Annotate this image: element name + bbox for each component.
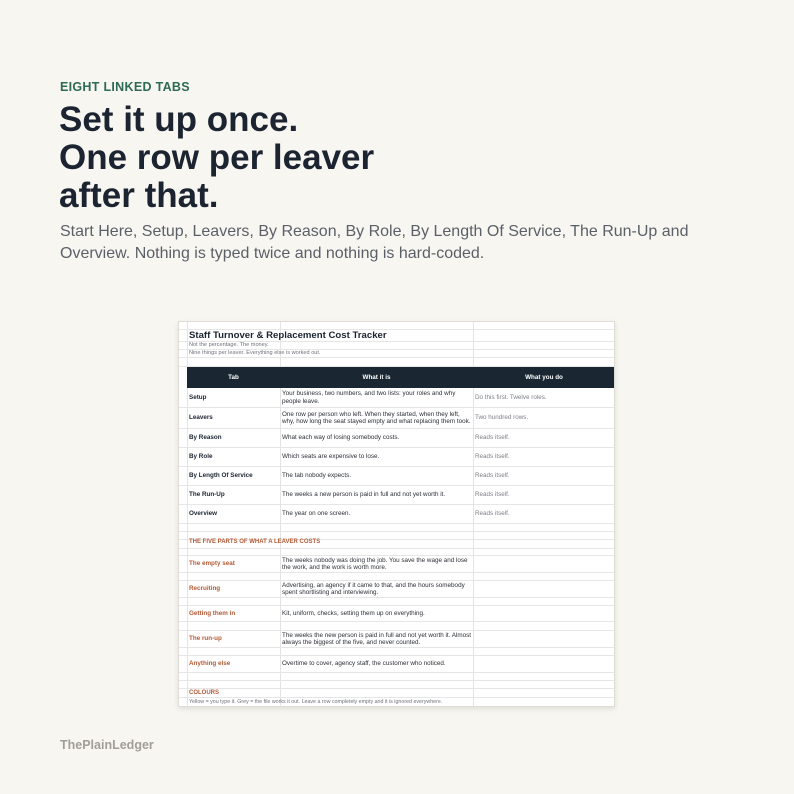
table-row	[179, 556, 615, 573]
headline-line-1: Set it up once.	[59, 100, 299, 139]
tab-action: Do this first. Twelve roles.	[475, 393, 547, 401]
tab-description: What each way of losing somebody costs.	[282, 434, 400, 442]
tab-description: The weeks a new person is paid in full and not yet worth it.	[282, 491, 446, 499]
table-row	[179, 448, 615, 467]
table-row	[179, 505, 615, 524]
table-row	[179, 581, 615, 598]
tab-action: Reads itself.	[475, 491, 510, 499]
headline-line-2: One row per leaver	[59, 138, 375, 177]
tab-name: The Run-Up	[189, 491, 225, 499]
table-row	[179, 408, 615, 429]
grid-row	[179, 673, 615, 681]
grid-row	[179, 622, 615, 631]
tab-action: Reads itself.	[475, 453, 510, 461]
grid-row	[179, 689, 615, 698]
table-header	[187, 367, 615, 388]
grid-row	[179, 524, 615, 532]
tab-action: Reads itself.	[475, 434, 510, 442]
cost-part-name: Anything else	[189, 660, 231, 668]
colours-legend: Yellow = you type it. Grey = the file works it out. Leave a row completely empty and it is ignored everywhere.	[189, 699, 443, 705]
cost-part-description: The weeks the new person is paid in full and not yet worth it. Almost always the biggest of the five, and never counted.	[282, 631, 472, 646]
colours-section-title: COLOURS	[189, 690, 219, 696]
tab-name: By Length Of Service	[189, 472, 253, 480]
tab-name: Leavers	[189, 414, 213, 422]
grid-row	[179, 358, 615, 367]
tab-name: By Role	[189, 453, 213, 461]
grid-row	[179, 322, 615, 330]
grid-row	[179, 598, 615, 606]
table-row	[179, 429, 615, 448]
grid-row	[179, 648, 615, 656]
cost-part-name: The run-up	[189, 635, 222, 643]
sheet-tagline: Not the percentage. The money.	[189, 342, 269, 348]
spreadsheet-preview	[178, 321, 615, 707]
grid-row	[179, 549, 615, 556]
table-row	[179, 656, 615, 673]
cost-part-name: The empty seat	[189, 560, 235, 568]
tab-action: Reads itself.	[475, 472, 510, 480]
tab-name: Setup	[189, 393, 207, 401]
headline	[59, 101, 374, 215]
sheet-tagline: Nine things per leaver. Everything else is worked out.	[189, 350, 321, 356]
eyebrow-label: EIGHT LINKED TABS	[60, 80, 190, 94]
headline-line-3: after that.	[59, 176, 219, 215]
cost-part-description: Overtime to cover, agency staff, the customer who noticed.	[282, 660, 446, 668]
table-row	[179, 486, 615, 505]
column-header: Tab	[228, 374, 239, 381]
cost-part-description: Kit, uniform, checks, setting them up on everything.	[282, 609, 425, 617]
tab-name: By Reason	[189, 434, 222, 442]
tab-name: Overview	[189, 510, 218, 518]
grid-row	[179, 573, 615, 581]
tab-description: One row per person who left. When they started, when they left, why, how long the seat stayed empty and what replacing them took.	[282, 410, 471, 425]
tab-description: Which seats are expensive to lose.	[282, 453, 380, 461]
parts-section-title: THE FIVE PARTS OF WHAT A LEAVER COSTS	[189, 539, 321, 545]
tab-action: Two hundred rows.	[475, 414, 529, 422]
cost-part-name: Recruiting	[189, 585, 221, 593]
tab-description: Your business, two numbers, and two lists: your roles and why people leave.	[282, 390, 456, 405]
tab-description: The year on one screen.	[282, 510, 351, 518]
tab-action: Reads itself.	[475, 510, 510, 518]
table-row	[179, 388, 615, 408]
cost-part-name: Getting them in	[189, 609, 236, 617]
subtext: Start Here, Setup, Leavers, By Reason, By Role, By Length Of Service, The Run-Up and Overview. Nothing is typed twice and nothing is hard-coded.	[60, 223, 689, 262]
column-header: What you do	[525, 374, 563, 381]
table-row	[179, 606, 615, 622]
column-header: What it is	[362, 374, 391, 381]
table-row	[179, 631, 615, 648]
sheet-title: Staff Turnover & Replacement Cost Tracker	[189, 330, 387, 341]
brand-name: ThePlainLedger	[60, 738, 154, 752]
cost-part-description: Advertising, an agency if it came to that, and the hours somebody spent shortlisting and interviewing.	[282, 581, 465, 596]
grid-row	[179, 681, 615, 689]
tab-description: The tab nobody expects.	[282, 472, 351, 480]
cost-part-description: The weeks nobody was doing the job. You save the wage and lose the work, and the work is worth more.	[282, 556, 468, 571]
table-row	[179, 467, 615, 486]
